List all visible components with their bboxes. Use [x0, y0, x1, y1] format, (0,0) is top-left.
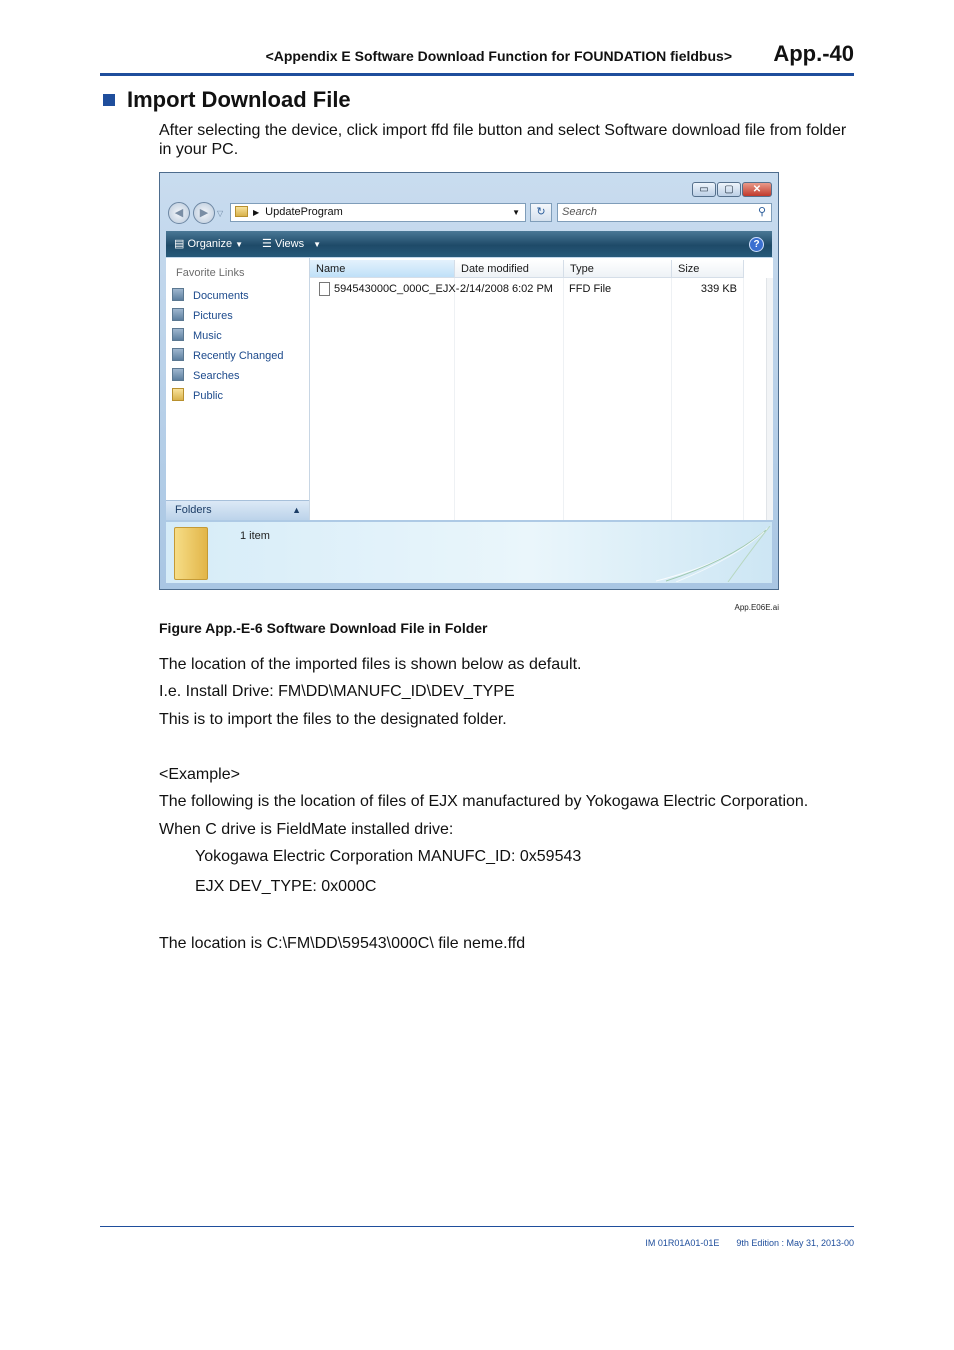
- file-date-modified: 2/14/2008 6:02 PM: [460, 283, 553, 295]
- column-divider: [563, 278, 564, 520]
- search-placeholder: Search: [562, 206, 597, 218]
- views-menu[interactable]: [262, 231, 321, 257]
- nav-item-recently-changed[interactable]: Recently Changed: [172, 347, 284, 365]
- recently-changed-icon: [172, 348, 184, 361]
- figure-source-file: App.E06E.ai: [734, 603, 779, 612]
- breadcrumb-arrow-icon: ▶: [253, 208, 260, 217]
- file-size: 339 KB: [700, 283, 737, 295]
- chevron-up-icon: ▲: [292, 505, 301, 515]
- organize-menu[interactable]: [174, 231, 243, 257]
- body-paragraph: This is to import the files to the designated folder.: [159, 711, 507, 728]
- indented-line: EJX DEV_TYPE: 0x000C: [195, 878, 377, 895]
- search-icon[interactable]: ⚲: [757, 206, 766, 218]
- views-icon: ☰: [262, 238, 272, 250]
- nav-item-public[interactable]: Public: [172, 387, 223, 405]
- indented-line: Yokogawa Electric Corporation MANUFC_ID: 0x59543: [195, 848, 582, 865]
- column-header-size[interactable]: Size: [672, 260, 744, 278]
- command-toolbar: [166, 231, 772, 257]
- forward-arrow-icon[interactable]: ▶: [193, 202, 215, 224]
- body-paragraph: The location of the imported files is shown below as default.: [159, 656, 582, 673]
- file-list: [310, 258, 773, 520]
- folder-icon: [235, 206, 248, 217]
- column-header-type[interactable]: Type: [564, 260, 672, 278]
- file-icon: [319, 282, 330, 296]
- decorative-swoosh: [656, 526, 772, 582]
- nav-item-documents[interactable]: Documents: [172, 287, 249, 305]
- views-label: Views: [274, 238, 305, 250]
- column-divider: [454, 278, 455, 520]
- search-input[interactable]: [557, 203, 772, 222]
- edition-info: 9th Edition : May 31, 2013-00: [736, 1238, 854, 1248]
- public-folder-icon: [172, 388, 184, 401]
- address-path: UpdateProgram: [265, 206, 343, 218]
- column-header-name[interactable]: Name: [310, 260, 455, 278]
- close-button[interactable]: ✕: [742, 182, 772, 197]
- body-paragraph: The location is C:\FM\DD\59543\000C\ file neme.ffd: [159, 935, 526, 952]
- figure-caption: Figure App.-E-6 Software Download File in Folder: [159, 620, 488, 636]
- body-paragraph: I.e. Install Drive: FM\DD\MANUFC_ID\DEV_TYPE: [159, 683, 515, 700]
- document-id: IM 01R01A01-01E: [645, 1238, 720, 1248]
- column-divider: [671, 278, 672, 520]
- maximize-button[interactable]: ▢: [717, 182, 741, 197]
- details-pane: [166, 522, 772, 583]
- square-bullet-icon: [103, 94, 115, 106]
- page-number: App.-40: [773, 41, 854, 66]
- nav-item-searches[interactable]: Searches: [172, 367, 239, 385]
- nav-item-pictures[interactable]: Pictures: [172, 307, 233, 325]
- back-arrow-icon[interactable]: ◀: [168, 202, 190, 224]
- footer-rule: [100, 1226, 854, 1227]
- documents-icon: [172, 288, 184, 301]
- footer: [560, 1238, 854, 1248]
- favorite-links-heading: Favorite Links: [176, 267, 245, 279]
- nav-item-music[interactable]: Music: [172, 327, 222, 345]
- body-paragraph: The following is the location of files of EJX manufactured by Yokogawa Electric Corporation.: [159, 793, 809, 810]
- organize-icon: ▤: [174, 238, 185, 250]
- folder-icon: [174, 527, 208, 580]
- folders-toggle[interactable]: [166, 500, 309, 520]
- column-divider: [743, 278, 744, 520]
- example-heading: <Example>: [159, 766, 240, 783]
- address-dropdown-icon[interactable]: ▼: [512, 208, 520, 217]
- folders-label: Folders: [175, 504, 212, 516]
- organize-label: Organize: [187, 238, 233, 250]
- views-dropdown-icon: ▼: [313, 240, 322, 249]
- header-rule: [100, 73, 854, 76]
- item-count: 1 item: [240, 530, 270, 542]
- body-paragraph: When C drive is FieldMate installed drive:: [159, 821, 454, 838]
- pictures-icon: [172, 308, 184, 321]
- address-bar[interactable]: [230, 203, 526, 222]
- column-header-date-modified[interactable]: Date modified: [455, 260, 564, 278]
- intro-paragraph: After selecting the device, click import ffd file button and select Software download file from folder in your PC.: [159, 122, 847, 158]
- help-icon[interactable]: ?: [749, 237, 764, 252]
- history-dropdown-icon[interactable]: ▽: [217, 209, 224, 218]
- music-icon: [172, 328, 184, 341]
- navigation-pane: [166, 258, 310, 520]
- section-title: Import Download File: [127, 87, 351, 112]
- minimize-button[interactable]: ▭: [692, 182, 716, 197]
- organize-dropdown-icon: ▼: [235, 240, 244, 249]
- running-header-title: <Appendix E Software Download Function for FOUNDATION fieldbus>: [265, 48, 732, 64]
- file-name: 594543000C_000C_EJX-...: [334, 283, 469, 295]
- explorer-window: [159, 172, 779, 590]
- vertical-scrollbar[interactable]: [766, 278, 773, 520]
- searches-icon: [172, 368, 184, 381]
- file-type: FFD File: [569, 283, 612, 295]
- refresh-icon[interactable]: ↻: [530, 203, 552, 222]
